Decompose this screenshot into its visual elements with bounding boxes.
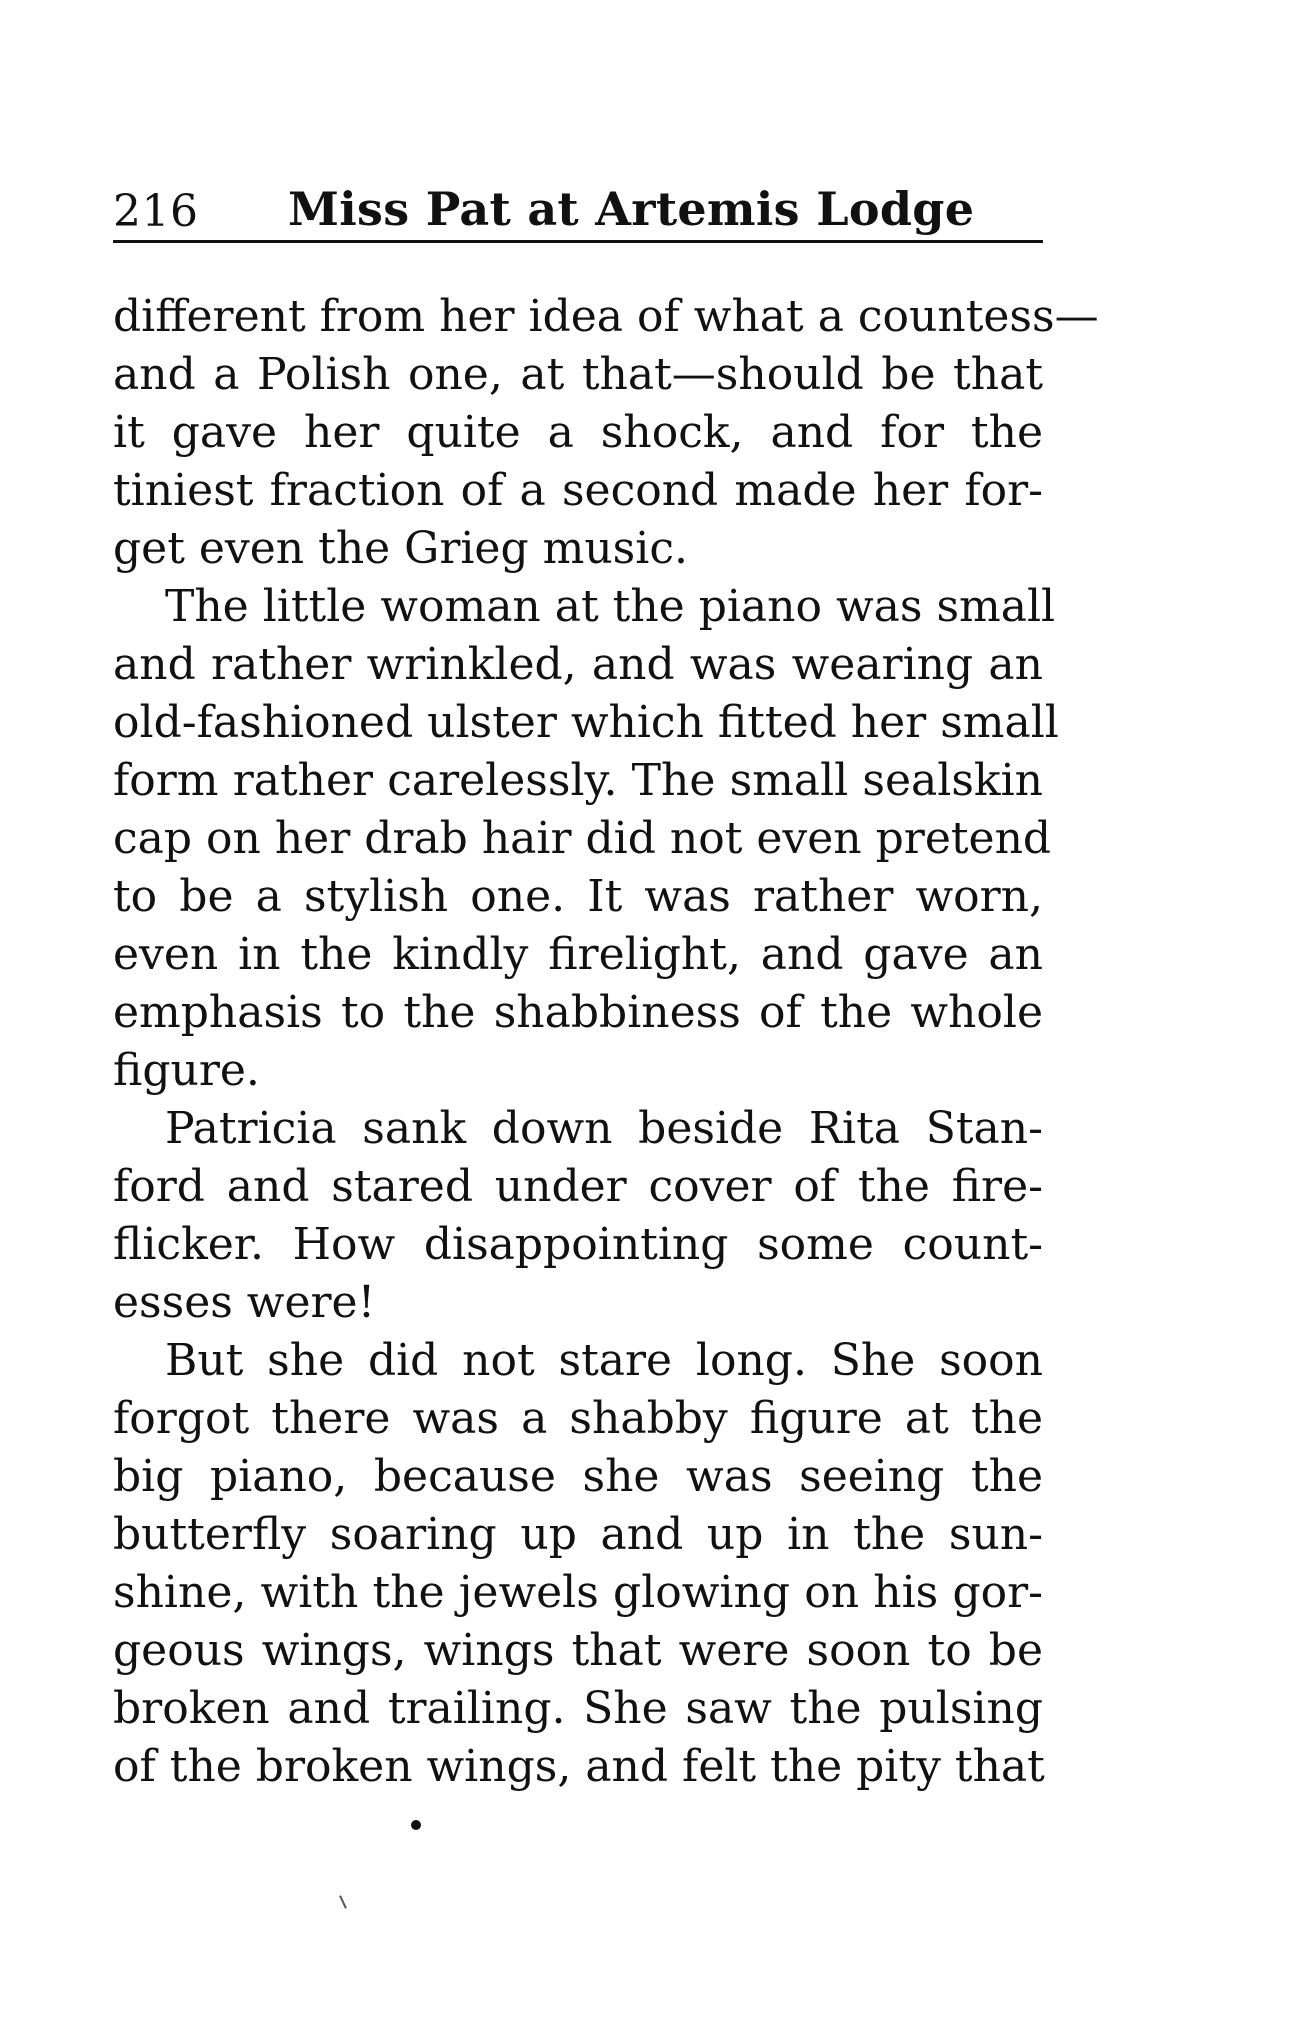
page-number: 216 (113, 186, 199, 237)
text-line: and rather wrinkled, and was wearing an (113, 639, 1043, 690)
text-line: flicker. How disappointing some count- (113, 1219, 1043, 1270)
text-line: ford and stared under cover of the fire- (113, 1161, 1043, 1212)
text-line: forgot there was a shabby figure at the (113, 1393, 1043, 1444)
text-line: even in the kindly firelight, and gave an (113, 929, 1043, 980)
text-line: emphasis to the shabbiness of the whole (113, 987, 1043, 1038)
text-line: broken and trailing. She saw the pulsing (113, 1683, 1043, 1734)
text-line: figure. (113, 1045, 260, 1096)
text-line: The little woman at the piano was small (165, 581, 1056, 632)
text-line: to be a stylish one. It was rather worn, (113, 871, 1043, 922)
text-line: cap on her drab hair did not even pretend (113, 813, 1052, 864)
text-line: it gave her quite a shock, and for the (113, 407, 1043, 458)
printer-ornament (411, 1820, 421, 1830)
text-line: But she did not stare long. She soon (165, 1335, 1043, 1386)
text-line: tiniest fraction of a second made her for- (113, 465, 1043, 516)
running-title: Miss Pat at Artemis Lodge (288, 182, 975, 236)
text-line: big piano, because she was seeing the (113, 1451, 1043, 1502)
text-line: different from her idea of what a countess— (113, 291, 1099, 342)
body-text (113, 288, 1099, 1796)
text-line: esses were! (113, 1277, 376, 1328)
running-header (113, 172, 1043, 242)
text-line: old-fashioned ulster which fitted her small (113, 697, 1059, 748)
header-rule (113, 240, 1043, 243)
text-line: shine, with the jewels glowing on his gor- (113, 1567, 1043, 1618)
text-line: form rather carelessly. The small sealskin (113, 755, 1043, 806)
text-line: Patricia sank down beside Rita Stan- (165, 1103, 1043, 1154)
scan-speck (339, 1895, 347, 1909)
text-line: get even the Grieg music. (113, 523, 688, 574)
text-line: and a Polish one, at that—should be that (113, 349, 1043, 400)
text-line: of the broken wings, and felt the pity that (113, 1741, 1045, 1792)
text-line: geous wings, wings that were soon to be (113, 1625, 1043, 1676)
text-line: butterfly soaring up and up in the sun- (113, 1509, 1043, 1560)
